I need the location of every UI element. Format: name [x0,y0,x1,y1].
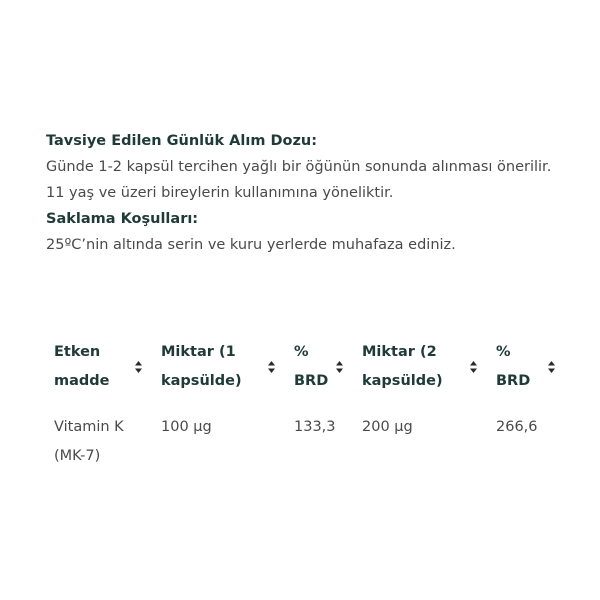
column-header-label: Etken madde [54,344,110,389]
column-header-label: Miktar (2 kapsülde) [362,344,443,389]
dosage-heading: Tavsiye Edilen Günlük Alım Dozu: [46,133,318,149]
sort-up-down-icon[interactable] [335,360,344,374]
sort-up-down-icon[interactable] [267,360,276,374]
column-header-brd-1[interactable] [286,336,354,408]
column-header-amount-1[interactable] [153,336,286,408]
age-restriction: 11 yaş ve üzeri bireylerin kullanımına yöneliktir. [46,185,394,201]
cell-brd-1: 133,3 [294,419,336,435]
storage-heading: Saklama Koşulları: [46,211,199,227]
cell-ingredient: Vitamin K (MK-7) [54,419,124,464]
sort-up-down-icon[interactable] [469,360,478,374]
column-header-amount-2[interactable] [354,336,488,408]
cell-amount-1: 100 µg [161,419,212,435]
table-header-row [46,336,566,408]
storage-instruction: 25ºC’nin altında serin ve kuru yerlerde muhafaza ediniz. [46,237,456,253]
nutrition-table-container [46,336,566,471]
table-cell [488,408,566,471]
sort-up-down-icon[interactable] [134,360,143,374]
column-header-ingredient[interactable] [46,336,153,408]
table-row [46,408,566,471]
column-header-label: % BRD [294,344,329,389]
column-header-label: Miktar (1 kapsülde) [161,344,242,389]
sort-up-down-icon[interactable] [547,360,556,374]
table-cell [46,408,153,471]
column-header-label: % BRD [496,344,531,389]
product-info-section [46,128,576,258]
column-header-brd-2[interactable] [488,336,566,408]
cell-brd-2: 266,6 [496,419,538,435]
table-cell [153,408,286,471]
cell-amount-2: 200 µg [362,419,413,435]
table-cell [354,408,488,471]
dosage-instruction: Günde 1-2 kapsül tercihen yağlı bir öğünün sonunda alınması önerilir. [46,159,552,175]
nutrition-table [46,336,566,471]
table-cell [286,408,354,471]
